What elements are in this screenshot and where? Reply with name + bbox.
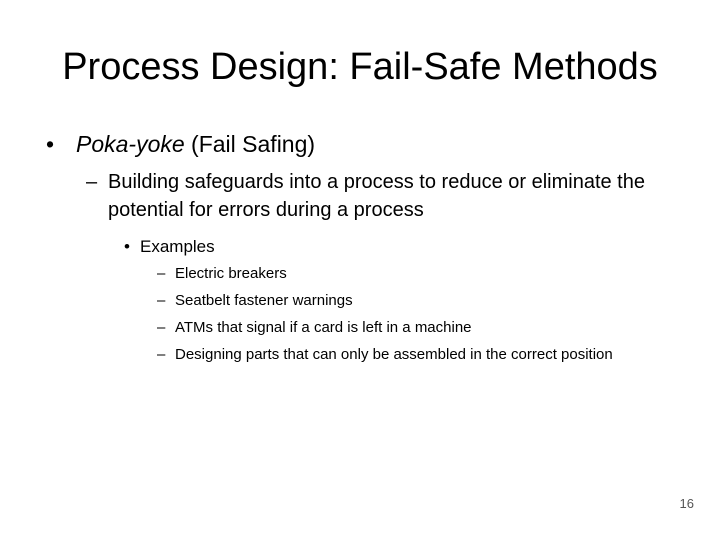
fail-safing-text: (Fail Safing) <box>184 131 316 157</box>
list-item-text: Seatbelt fastener warnings <box>175 292 353 309</box>
bullet-dot-icon: • <box>46 131 55 157</box>
list-item <box>157 345 637 364</box>
list-item <box>157 264 637 283</box>
page-number: 16 <box>679 496 694 511</box>
examples-list <box>157 264 637 364</box>
dash-icon: – <box>157 346 166 363</box>
slide-title: Process Design: Fail-Safe Methods <box>62 46 658 88</box>
bullet-dot-icon: • <box>124 237 130 256</box>
list-item <box>157 318 637 337</box>
bullet-level2 <box>86 168 646 224</box>
dash-icon: – <box>157 319 166 336</box>
dash-icon: – <box>157 265 166 282</box>
dash-icon: – <box>86 171 98 193</box>
dash-icon: – <box>157 292 166 309</box>
list-item-text: Designing parts that can only be assembled in the correct position <box>175 346 613 363</box>
bullet-level3 <box>124 235 215 259</box>
bullet-level1 <box>46 128 315 160</box>
bullet-level2-text: Building safeguards into a process to reduce or eliminate the potential for errors during a process <box>108 171 645 221</box>
list-item-text: ATMs that signal if a card is left in a machine <box>175 319 472 336</box>
bullet-level1-text <box>76 128 315 160</box>
poka-yoke-term: Poka-yoke <box>76 131 185 157</box>
list-item <box>157 291 637 310</box>
list-item-text: Electric breakers <box>175 265 287 282</box>
examples-heading: Examples <box>140 237 215 256</box>
